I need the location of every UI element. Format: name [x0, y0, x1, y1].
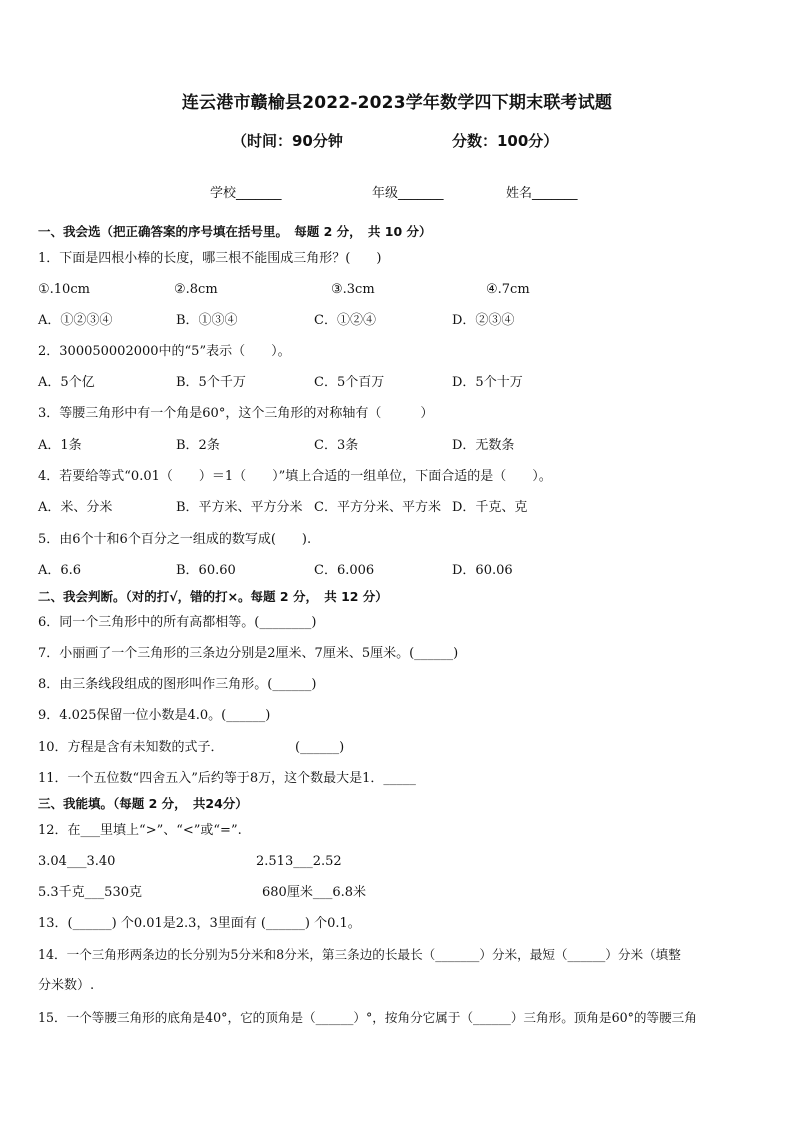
page-title: 连云港市赣榆县2022-2023学年数学四下期末联考试题: [181, 93, 613, 113]
q12-compare-b: 2.513___2.52: [256, 854, 342, 869]
question-3: 3．等腰三角形中有一个角是60°，这个三角形的对称轴有（ ）: [38, 406, 434, 421]
q5-option-b: B．60.60: [176, 563, 236, 578]
question-14: 14．一个三角形两条边的长分别为5分米和8分米，第三条边的长最长（_______）分米，最短（______）分米（填整: [38, 947, 681, 962]
question-4: 4．若要给等式“0.01（ ）＝1（ ）”填上合适的一组单位，下面合适的是（ ）。: [38, 469, 552, 484]
question-15: 15．一个等腰三角形的底角是40°，它的顶角是（______）°，按角分它属于（______）三角形。顶角是60°的等腰三角: [38, 1010, 697, 1025]
question-1: 1．下面是四根小棒的长度，哪三根不能围成三角形？( ): [38, 251, 382, 266]
q1-item-3: ③.3cm: [331, 282, 375, 297]
q4-option-a: A．米、分米: [38, 500, 113, 515]
q1-option-d: D．②③④: [452, 313, 515, 328]
q1-option-b: B．①③④: [176, 313, 238, 328]
q1-item-4: ④.7cm: [486, 282, 530, 297]
school-field: 学校_______: [210, 186, 282, 201]
name-field: 姓名_______: [506, 186, 578, 201]
question-11: 11．一个五位数“四舍五入”后约等于8万，这个数最大是1．_____: [38, 771, 416, 786]
q12-compare-d: 680厘米___6.8米: [262, 885, 366, 900]
q12-compare-a: 3.04___3.40: [38, 854, 116, 869]
q2-option-d: D．5个十万: [452, 375, 523, 390]
question-13: 13．(______) 个0.01是2.3，3里面有 (______) 个0.1。: [38, 916, 361, 931]
q12-compare-c: 5.3千克___530克: [38, 885, 142, 900]
grade-field: 年级_______: [372, 186, 444, 201]
q3-option-b: B．2条: [176, 438, 220, 453]
q4-option-c: C．平方分米、平方米: [314, 500, 441, 515]
question-12: 12．在___里填上“>”、“<”或“=”.: [38, 823, 242, 838]
question-10: 10．方程是含有未知数的式子． (______): [38, 740, 345, 755]
q4-option-d: D．千克、克: [452, 500, 528, 515]
q1-option-a: A．①②③④: [38, 313, 113, 328]
question-7: 7．小丽画了一个三角形的三条边分别是2厘米、7厘米、5厘米。(______): [38, 646, 459, 661]
question-14-continued: 分米数）.: [38, 978, 95, 993]
question-2: 2．300050002000中的“5”表示（ ）。: [38, 344, 291, 359]
q3-option-d: D．无数条: [452, 438, 515, 453]
q2-option-b: B．5个千万: [176, 375, 246, 390]
section-heading-1: 一、我会选（把正确答案的序号填在括号里。 每题 2 分， 共 10 分）: [38, 224, 432, 239]
question-6: 6．同一个三角形中的所有高都相等。(________): [38, 615, 317, 630]
q2-option-c: C．5个百万: [314, 375, 385, 390]
q3-option-c: C．3条: [314, 438, 359, 453]
time-limit: （时间：90分钟: [232, 132, 343, 150]
q1-item-2: ②.8cm: [174, 282, 218, 297]
q2-option-a: A．5个亿: [38, 375, 95, 390]
q1-option-c: C．①②④: [314, 313, 376, 328]
q5-option-d: D．60.06: [452, 563, 513, 578]
question-9: 9．4.025保留一位小数是4.0。(______): [38, 708, 271, 723]
question-8: 8．由三条线段组成的图形叫作三角形。(______): [38, 677, 317, 692]
q4-option-b: B．平方米、平方分米: [176, 500, 303, 515]
q1-item-1: ①.10cm: [38, 282, 90, 297]
question-5: 5．由6个十和6个百分之一组成的数写成( ).: [38, 532, 312, 547]
section-heading-3: 三、我能填。（每题 2 分， 共24分）: [38, 796, 248, 811]
q5-option-a: A．6.6: [38, 563, 82, 578]
q5-option-c: C．6.006: [314, 563, 375, 578]
section-heading-2: 二、我会判断。（对的打√，错的打×。每题 2 分， 共 12 分）: [38, 589, 388, 604]
q3-option-a: A．1条: [38, 438, 82, 453]
total-score: 分数：100分）: [452, 132, 559, 150]
